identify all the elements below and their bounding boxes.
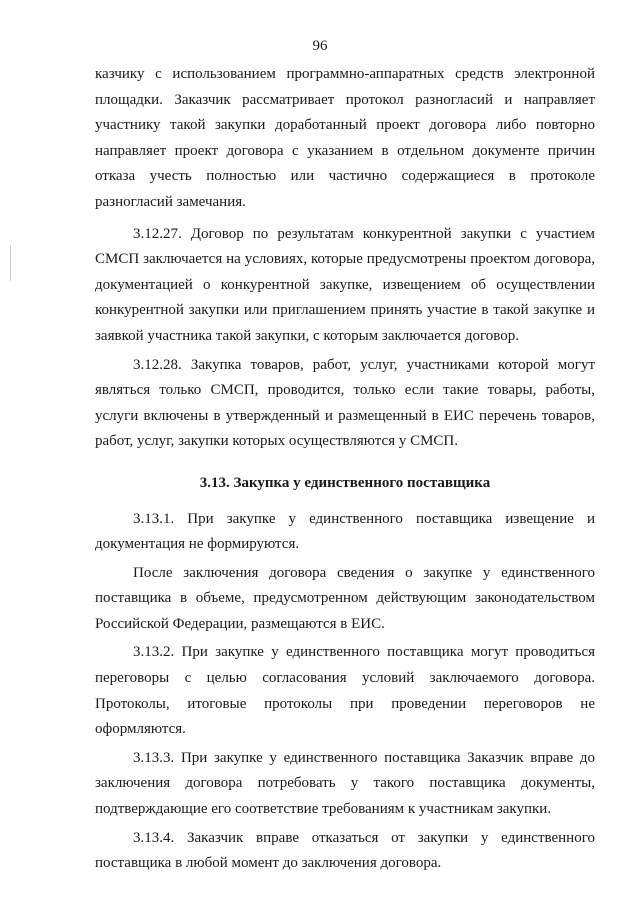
page-number: 96	[312, 38, 328, 54]
paragraph-3-13-3: 3.13.3. При закупке у единственного поставщика Заказчик вправе до заключения договора потребовать у такого поставщика документы, подтверждающие его соответствие требованиям к участникам закупки.	[95, 749, 595, 818]
paragraph-3-12-27: 3.12.27. Договор по результатам конкурентной закупки с участием СМСП заключается на условиях, которые предусмотрены проектом договора, документацией о конкурентной закупке, извещением об осуществлении конкурентной закупки или приглашением принять участие в такой закупке и заявкой участника такой закупки, с которым заключается договор.	[95, 225, 595, 344]
paragraph-3-13-1: 3.13.1. При закупке у единственного поставщика извещение и документация не формируются.	[95, 510, 595, 553]
paragraph-after-contract: После заключения договора сведения о закупке у единственного поставщика в объеме, предусмотренном действующим законодательством Российской Федерации, размещаются в ЕИС.	[95, 564, 595, 632]
paragraph-3-12-28: 3.12.28. Закупка товаров, работ, услуг, участниками которой могут являться только СМСП, проводится, только если такие товары, работы, услуги включены в утвержденный и размещенный в ЕИС перечень товаров, работ, услуг, закупки которых осуществляются у СМСП.	[95, 356, 595, 450]
paragraph-continued: казчику с использованием программно-аппаратных средств электронной площадки. Заказчик рассматривает протокол разногласий и направляет участнику такой закупки доработанный проект договора либо повторно направляет проект договора с указанием в отдельном документе причин отказа учесть полностью или частично содержащиеся в протоколе разногласий замечания.	[95, 66, 595, 210]
section-heading-3-13: 3.13. Закупка у единственного поставщика	[199, 474, 491, 491]
paragraph-3-13-4: 3.13.4. Заказчик вправе отказаться от закупки у единственного поставщика в любой момент до заключения договора.	[95, 829, 595, 872]
paragraph-3-13-2: 3.13.2. При закупке у единственного поставщика могут проводиться переговоры с целью согласования условий заключаемого договора. Протоколы, итоговые протоколы при проведении переговоров не оформляются.	[95, 644, 595, 738]
document-body	[95, 62, 595, 880]
margin-scan-mark	[10, 245, 11, 281]
